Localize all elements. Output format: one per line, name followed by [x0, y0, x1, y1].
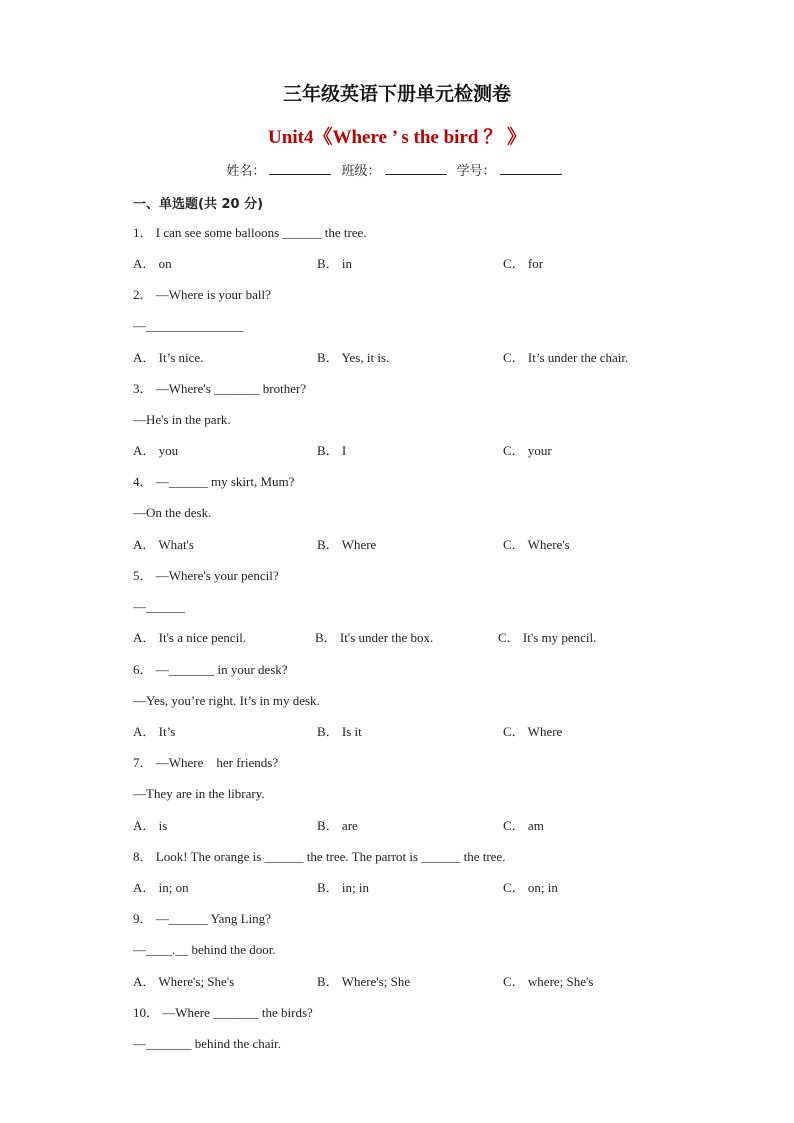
q9-option-c: C． where; She's: [503, 974, 594, 989]
question-6-response: —Yes, you’re right. It’s in my desk.: [133, 693, 320, 708]
q1-option-a: A． on: [133, 256, 172, 271]
q4-option-a: A． What's: [133, 537, 194, 552]
question-10: 10． —Where _______ the birds?: [133, 1005, 313, 1020]
q5-option-a: A． It's a nice pencil.: [133, 630, 247, 645]
name-label: 姓名：: [226, 164, 266, 179]
q1-option-b: B． in: [317, 256, 353, 271]
unit-subtitle: Unit4《Where ’ s the bird ？ 》: [268, 127, 526, 148]
question-2: 2． —Where is your ball?: [133, 287, 271, 302]
q7-option-a: A． is: [133, 818, 168, 833]
number-blank[interactable]: [500, 162, 562, 175]
q2-option-b: B． Yes, it is.: [317, 350, 390, 365]
question-5: 5． —Where's your pencil?: [133, 568, 279, 583]
question-4: 4． —______ my skirt, Mum?: [133, 474, 295, 489]
q4-option-c: C． Where's: [503, 537, 570, 552]
q6-option-a: A． It’s: [133, 724, 176, 739]
section-heading: 一、单选题(共 20 分): [133, 197, 264, 212]
question-8: 8． Look! The orange is ______ the tree. The parrot is ______ the tree.: [133, 849, 506, 864]
question-7-response: —They are in the library.: [133, 786, 265, 801]
q2-option-c: C． It’s under the chair.: [503, 350, 629, 365]
question-1: 1． I can see some balloons ______ the tree.: [133, 225, 367, 240]
class-blank[interactable]: [385, 162, 447, 175]
question-5-response: —______: [133, 599, 185, 614]
question-3: 3． —Where's _______ brother?: [133, 381, 307, 396]
class-label: 班级：: [341, 164, 381, 179]
student-info-row: [0, 160, 794, 179]
q2-option-a: A． It’s nice.: [133, 350, 204, 365]
page-title: 三年级英语下册单元检测卷: [282, 83, 511, 105]
q8-option-a: A． in; on: [133, 880, 189, 895]
q7-option-c: C． am: [503, 818, 544, 833]
question-9: 9． —______ Yang Ling?: [133, 911, 271, 926]
name-blank[interactable]: [269, 162, 331, 175]
question-2-response: —_______________: [133, 318, 244, 333]
q5-option-b: B． It's under the box.: [315, 630, 434, 645]
question-3-response: —He's in the park.: [133, 412, 231, 427]
q8-option-b: B． in; in: [317, 880, 370, 895]
q3-option-a: A． you: [133, 443, 179, 458]
question-7: 7． —Where her friends?: [133, 755, 279, 770]
question-4-response: —On the desk.: [133, 505, 212, 520]
q7-option-b: B． are: [317, 818, 358, 833]
q5-option-c: C． It's my pencil.: [498, 630, 597, 645]
q9-option-b: B． Where's; She: [317, 974, 411, 989]
question-6: 6． —_______ in your desk?: [133, 662, 288, 677]
q3-option-c: C． your: [503, 443, 552, 458]
q9-option-a: A． Where's; She's: [133, 974, 235, 989]
q8-option-c: C． on; in: [503, 880, 558, 895]
q3-option-b: B． I: [317, 443, 347, 458]
q1-option-c: C． for: [503, 256, 544, 271]
q4-option-b: B． Where: [317, 537, 377, 552]
q6-option-c: C． Where: [503, 724, 563, 739]
question-9-response: —____.__ behind the door.: [133, 942, 276, 957]
question-10-response: —_______ behind the chair.: [133, 1036, 282, 1051]
number-label: 学号：: [456, 164, 496, 179]
q6-option-b: B． Is it: [317, 724, 362, 739]
